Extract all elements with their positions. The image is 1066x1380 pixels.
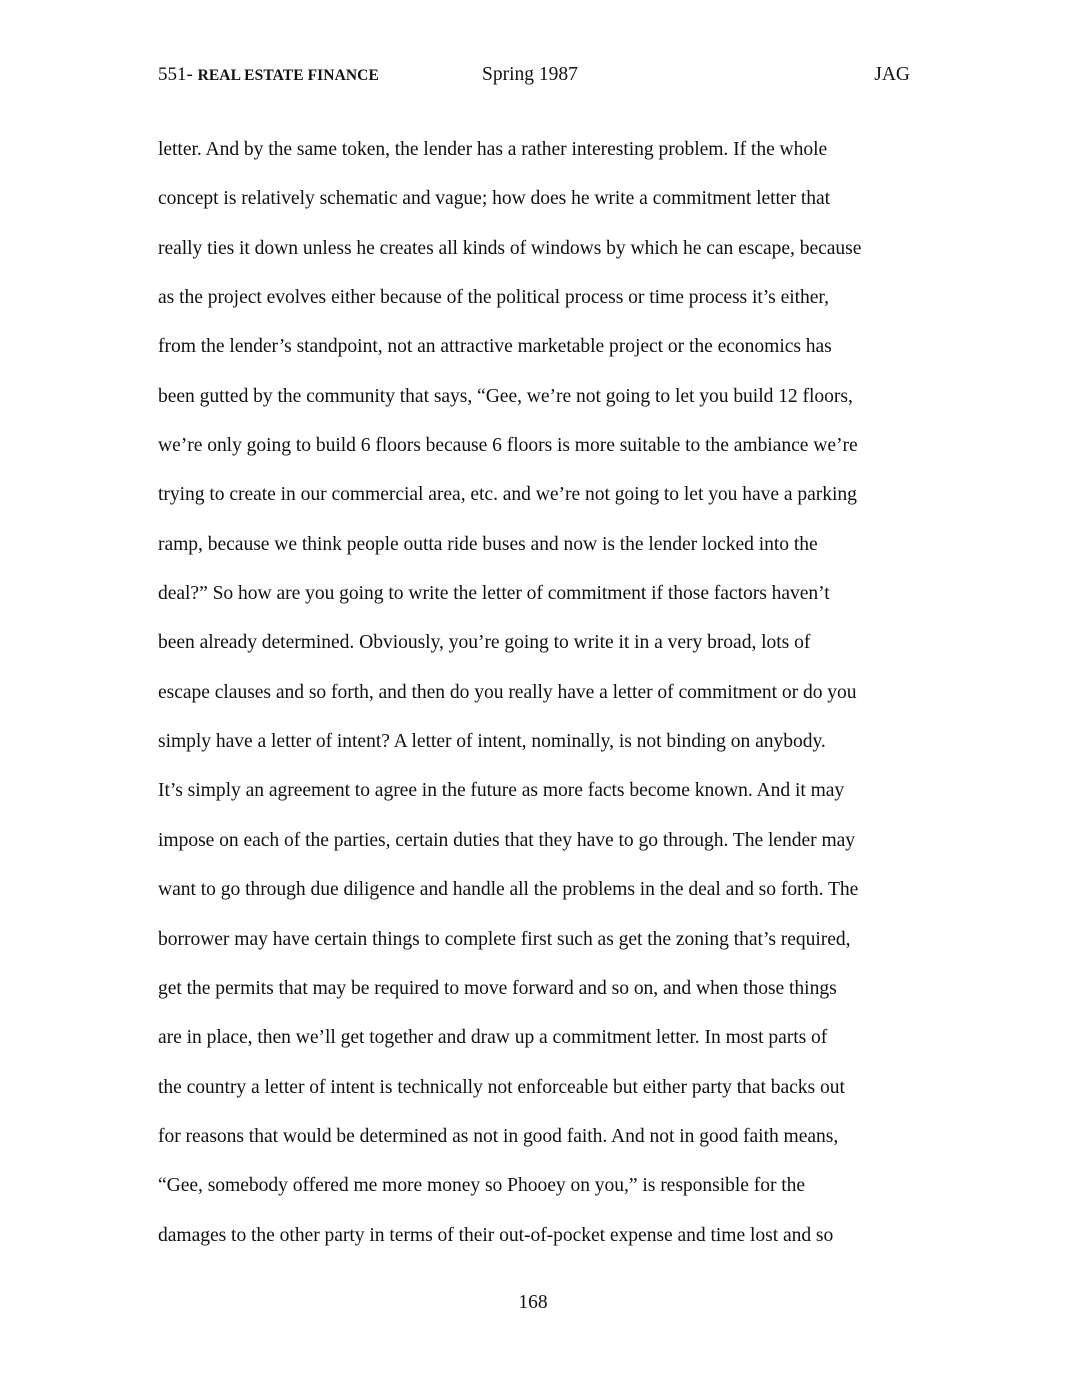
course-title: [158, 64, 379, 86]
body-line: for reasons that would be determined as not in good faith. And not in good faith means,: [158, 1125, 839, 1147]
body-line: want to go through due diligence and handle all the problems in the deal and so forth. The: [158, 879, 859, 901]
body-line: ramp, because we think people outta ride buses and now is the lender locked into the: [158, 533, 818, 555]
body-line: the country a letter of intent is technically not enforceable but either party that backs out: [158, 1076, 845, 1098]
body-line: escape clauses and so forth, and then do you really have a letter of commitment or do you: [158, 681, 857, 703]
body-line: from the lender’s standpoint, not an attractive marketable project or the economics has: [158, 336, 832, 358]
body-line: letter. And by the same token, the lender has a rather interesting problem. If the whole: [158, 139, 828, 160]
body-line: get the permits that may be required to move forward and so on, and when those things: [158, 977, 837, 999]
body-line: we’re only going to build 6 floors because 6 floors is more suitable to the ambiance we’re: [158, 435, 858, 457]
body-line: been already determined. Obviously, you’re going to write it in a very broad, lots of: [158, 632, 811, 654]
course-name: REAL ESTATE FINANCE: [197, 67, 379, 84]
body-line: borrower may have certain things to complete first such as get the zoning that’s required,: [158, 928, 851, 950]
body-line: impose on each of the parties, certain duties that they have to go through. The lender may: [158, 829, 856, 851]
course-term: Spring 1987: [482, 64, 578, 85]
body-line: It’s simply an agreement to agree in the future as more facts become known. And it may: [158, 780, 845, 802]
body-line: really ties it down unless he creates all kinds of windows by which he can escape, because: [158, 237, 862, 259]
body-line: “Gee, somebody offered me more money so Phooey on you,” is responsible for the: [158, 1175, 806, 1197]
page-header: [158, 64, 910, 90]
author-initials: JAG: [874, 64, 910, 85]
body-line: as the project evolves either because of the political process or time process it’s either,: [158, 287, 829, 309]
body-line: concept is relatively schematic and vague; how does he write a commitment letter that: [158, 188, 831, 210]
body-line: damages to the other party in terms of their out-of-pocket expense and time lost and so: [158, 1224, 834, 1246]
course-number: 551-: [158, 64, 193, 85]
body-line: deal?” So how are you going to write the letter of commitment if those factors haven’t: [158, 583, 830, 605]
body-line: trying to create in our commercial area, etc. and we’re not going to let you have a parking: [158, 484, 857, 506]
body-line: are in place, then we’ll get together and draw up a commitment letter. In most parts of: [158, 1027, 828, 1049]
body-line: been gutted by the community that says, “Gee, we’re not going to let you build 12 floors,: [158, 385, 853, 407]
transcript-body: [158, 125, 928, 1260]
body-line: simply have a letter of intent? A letter of intent, nominally, is not binding on anybody.: [158, 731, 826, 753]
page-number: 168: [518, 1292, 548, 1313]
